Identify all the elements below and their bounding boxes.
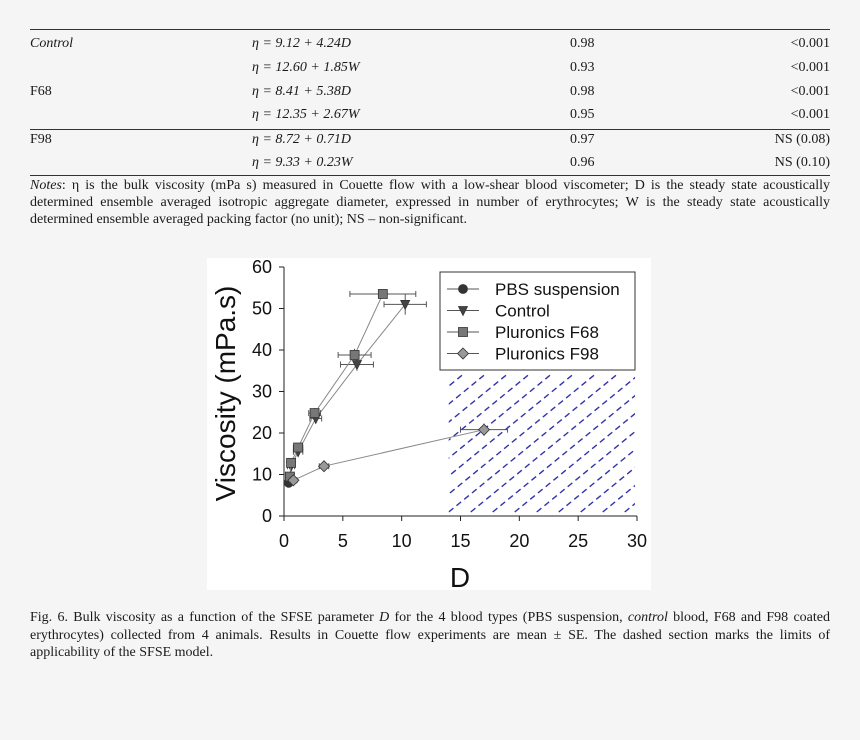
y-tick-label: 30 [251,381,272,402]
legend-label: Control [495,301,550,321]
table-notes [30,177,830,228]
table-cell-equation: η = 9.33 + 0.23W [252,155,353,170]
table-cell-p: <0.001 [790,36,830,51]
x-tick-label: 15 [450,531,471,551]
y-axis-label: Viscosity (mPa.s) [210,285,241,502]
data-point [350,350,359,359]
y-tick-label: 40 [251,340,272,360]
legend-marker [459,328,468,337]
table-cell-p: <0.001 [790,60,830,75]
table-cell-group: F68 [30,84,52,99]
hatch-line [427,373,597,512]
y-tick-label: 50 [251,298,272,319]
hatch-line [515,373,651,512]
hatch-line [581,373,651,512]
table-cell-p: <0.001 [790,84,830,99]
caption-control-word: control [627,610,668,625]
legend-marker [459,285,468,294]
data-point [294,443,303,452]
table-cell-r2: 0.93 [570,60,595,75]
x-tick-label: 5 [337,531,348,551]
x-axis-label: D [449,562,471,590]
table-group-divider [30,129,830,130]
y-tick-label: 0 [261,506,272,526]
x-tick-label: 30 [626,531,648,551]
x-tick-label: 25 [568,531,589,551]
data-point [319,461,330,472]
table-cell-r2: 0.95 [570,107,595,122]
table-row [0,36,860,58]
hatch-line [559,373,651,512]
x-tick-label: 20 [509,531,530,551]
notes-label: Notes [30,178,62,193]
figure-chart [207,258,651,590]
table-top-rule [30,29,830,30]
caption-part-2: for the 4 blood types (PBS suspension, [389,610,628,625]
table-cell-r2: 0.98 [570,36,595,51]
hatch-line [449,373,619,512]
series-pluronics-f68 [285,289,415,481]
table-cell-r2: 0.97 [570,132,595,147]
table-cell-equation: η = 9.12 + 4.24D [252,36,351,51]
data-point [287,458,296,467]
figure-caption [30,609,830,662]
data-point [378,289,387,298]
table-row [0,132,860,154]
legend-label: Pluronics F98 [495,344,599,364]
hatch-line [339,373,509,512]
series-line [293,430,484,481]
data-point [310,409,319,418]
caption-part-1: Fig. 6. Bulk viscosity as a function of the SFSE parameter [30,610,380,625]
hatch-line [295,373,465,512]
table-cell-group: F98 [30,132,52,147]
viscosity-chart [207,258,651,590]
hatch-line [471,373,641,512]
x-tick-label: 0 [278,531,290,551]
table-row [0,107,860,129]
table-cell-p: NS (0.08) [774,132,830,147]
table-row [0,155,860,177]
x-tick-label: 10 [391,531,412,551]
table-bottom-rule [30,175,830,176]
legend-label: Pluronics F68 [495,323,599,342]
table-cell-equation: η = 8.41 + 5.38D [252,84,351,99]
table-cell-p: NS (0.10) [774,155,830,170]
hatch-line [647,373,651,512]
y-tick-label: 60 [251,258,272,277]
series-control [285,294,426,483]
table-cell-equation: η = 12.35 + 2.67W [252,107,360,122]
hatch-line [361,373,531,512]
caption-var-d: D [379,610,390,625]
table-cell-equation: η = 8.72 + 0.71D [252,132,351,147]
table-cell-group: Control [30,36,74,51]
hatch-line [405,373,575,512]
chart-legend [440,272,635,370]
legend-label: PBS suspension [495,280,620,299]
table-row [0,60,860,82]
hatch-line [603,373,651,512]
table-cell-p: <0.001 [790,107,830,122]
series-line [290,294,383,477]
hatch-line [317,373,487,512]
hatch-line [537,373,651,512]
y-tick-label: 20 [251,423,272,443]
hatch-line [383,373,553,512]
table-cell-equation: η = 12.60 + 1.85W [252,60,360,75]
caption-part-3: blood, F68 and F98 coated erythrocytes) collected from 4 animals. Results in Couette flow experiments are mean ± SE. The dashed section marks the limits of applicability of the SFSE model. [30,610,830,660]
hatch-line [273,373,443,512]
applicability-hatch-region [273,373,651,512]
y-tick-label: 10 [251,464,272,485]
table-row [0,84,860,106]
notes-text: : η is the bulk viscosity (mPa s) measured in Couette flow with a low-shear blood viscometer; D is the steady state acoustically determined ensemble averaged isotropic aggregate diameter, expressed in number of erythrocytes; W is the steady state acoustically determined ensemble averaged packing factor (no unit); NS – non-significant. [30,178,830,227]
table-cell-r2: 0.96 [570,155,595,170]
table-cell-r2: 0.98 [570,84,595,99]
